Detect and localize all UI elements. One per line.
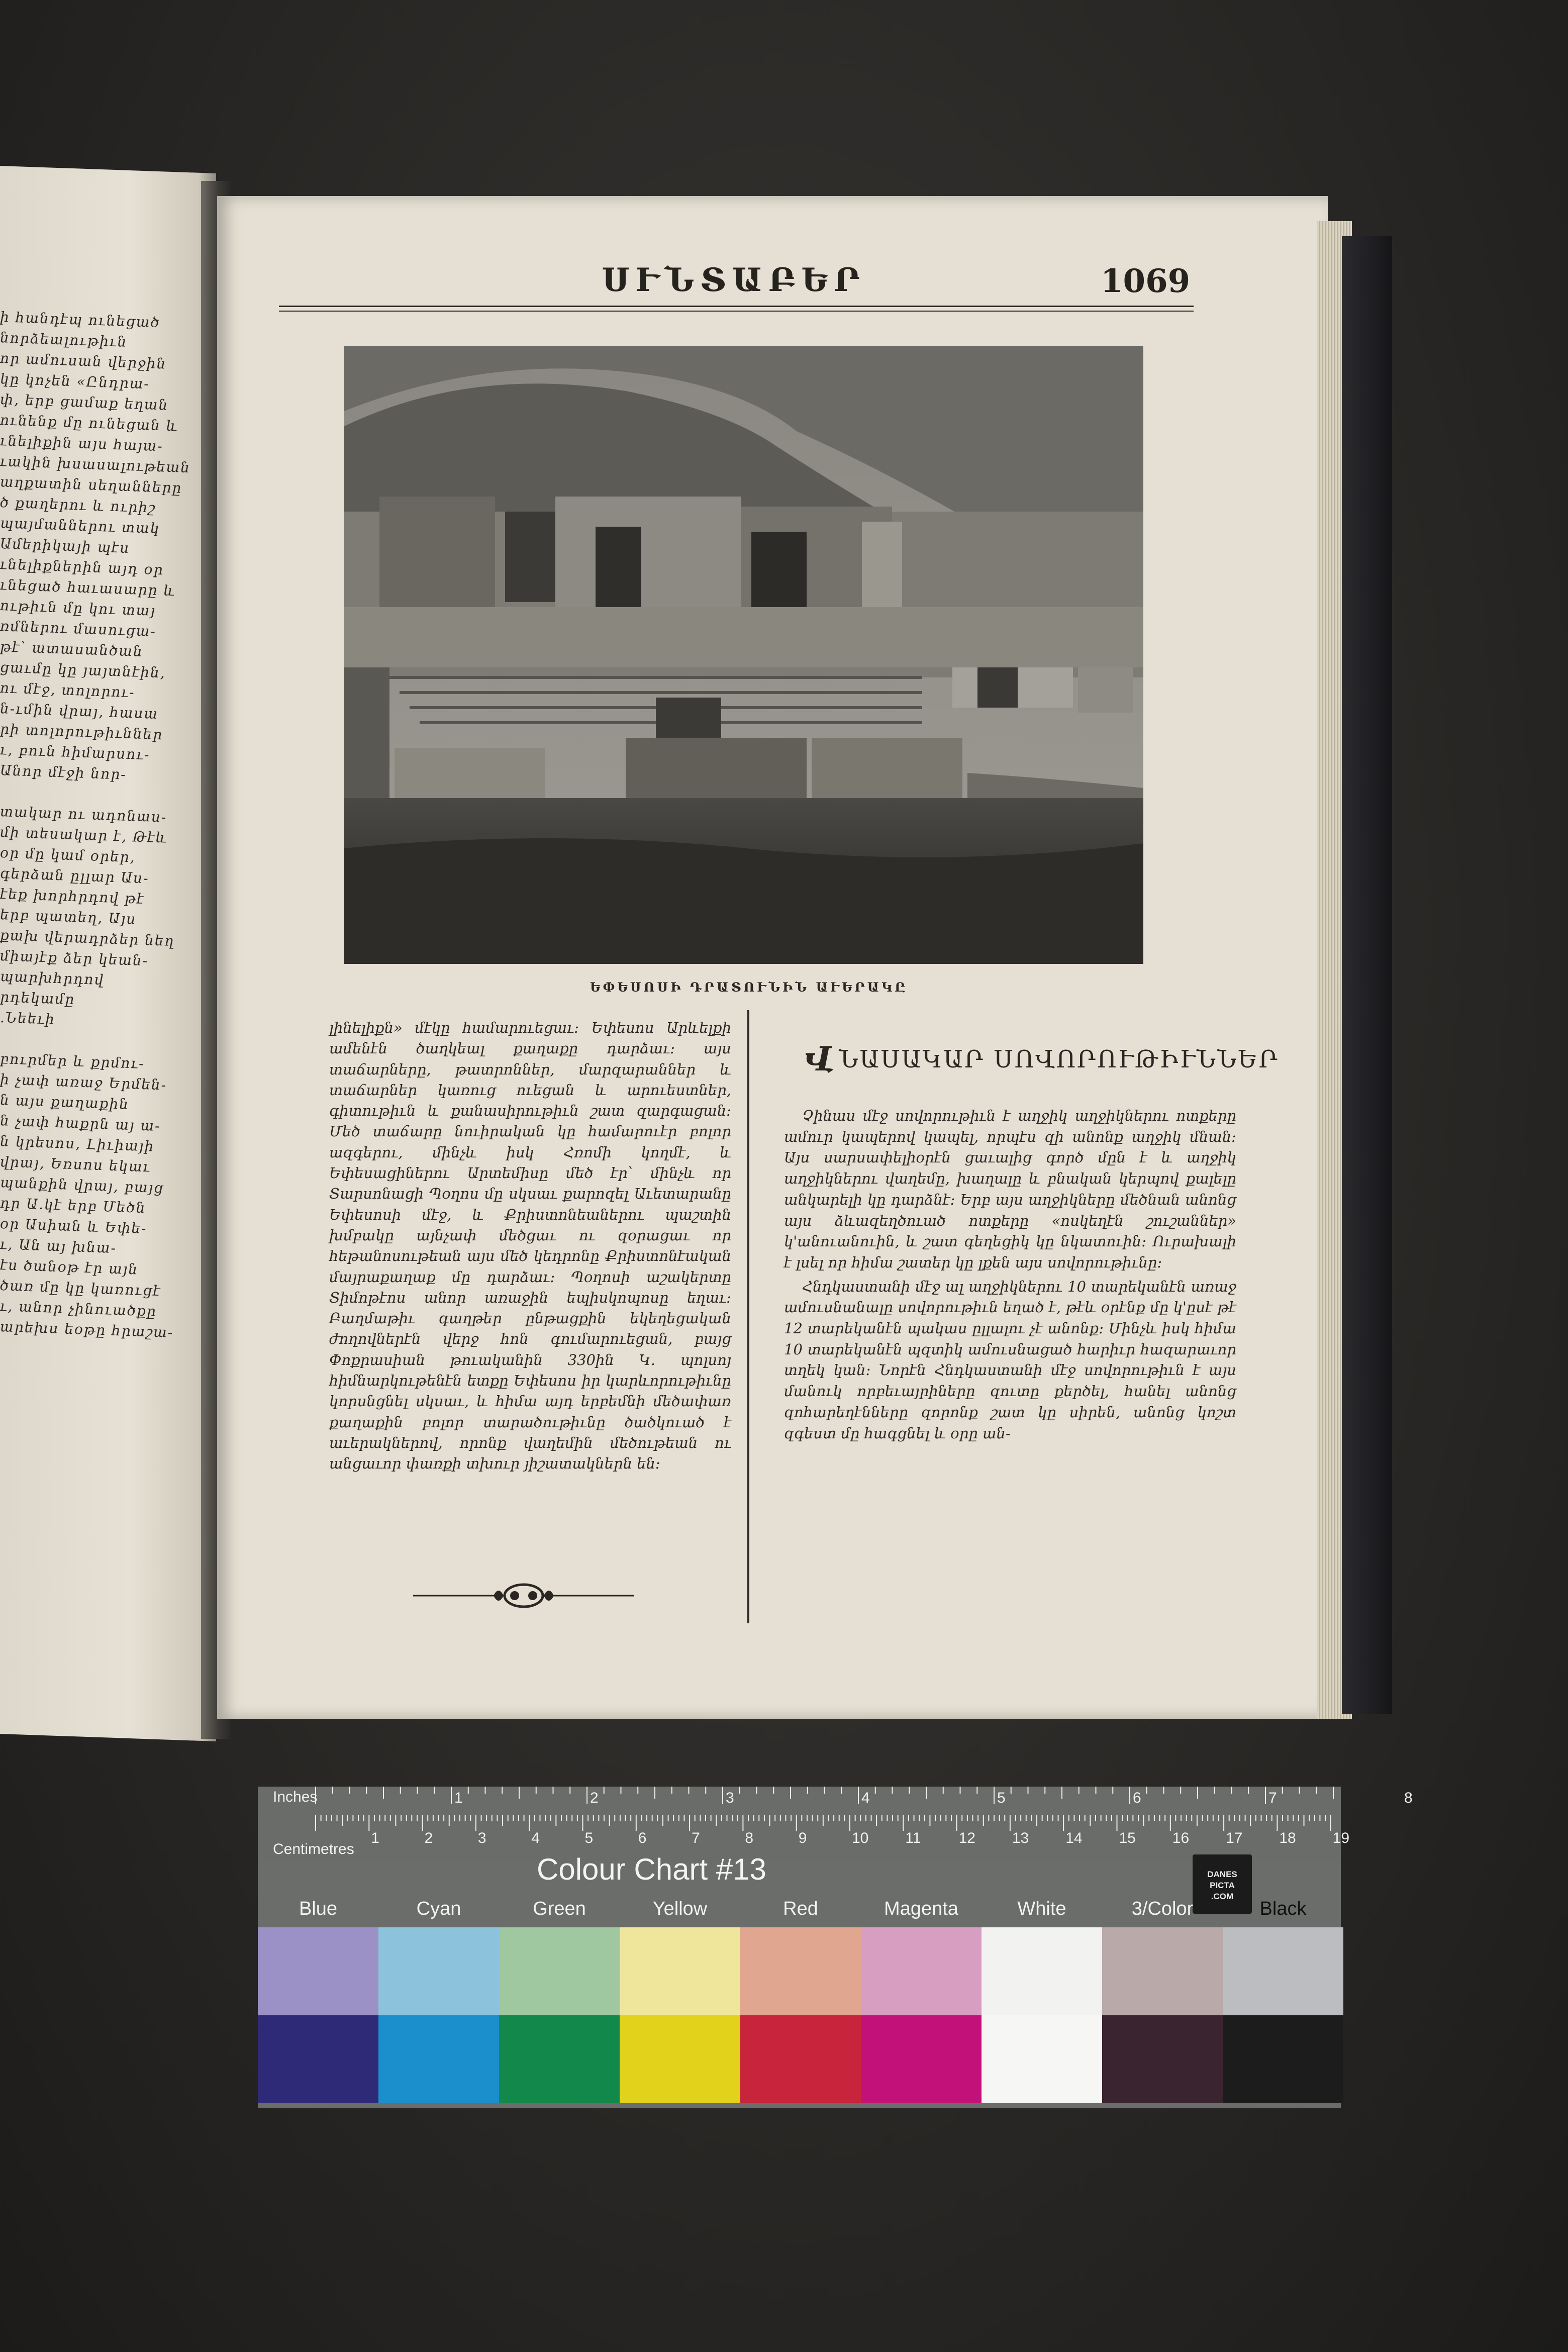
cm-number: 19 <box>1332 1830 1350 1846</box>
left-page-line: ծառ մը կը կառուցէ <box>0 1277 161 1300</box>
title-text: ՆԱՍԱԿԱՐ ՍՈՎՈՐՈՒԹԻՒՆՆԵՐ <box>839 1045 1279 1073</box>
colour-chart <box>258 1787 1413 2108</box>
left-page-line: թէ՝ ատասանծան <box>0 638 143 660</box>
cm-number: 6 <box>638 1830 647 1846</box>
left-page-line: Ամերիկայի պէս <box>0 535 130 557</box>
left-page-line: արեխս եօթը հրաշա- <box>0 1318 174 1341</box>
cm-number: 16 <box>1172 1830 1190 1846</box>
dark-swatch <box>1223 2015 1343 2103</box>
left-page-line: ն այս քաղաքին <box>0 1092 129 1113</box>
left-page-line: էս ծանօթ էր այն <box>0 1256 139 1278</box>
left-page-line: նորձեալութիւն <box>0 329 128 350</box>
left-page-line: միայէք ձեր կեան- <box>0 947 149 969</box>
left-page-line: պանքին վրայ, բայց <box>0 1174 164 1197</box>
light-swatch <box>499 1927 620 2015</box>
left-page-line: մի տեսակար է, Թէև <box>0 824 168 846</box>
left-page-line: ցաւմը կը յայտնէին, <box>0 659 166 681</box>
left-page-line: ւակին խսասալութեան <box>0 453 190 476</box>
cm-number: 17 <box>1226 1830 1243 1846</box>
left-page-line: ութիւն մը կու տայ <box>0 597 156 619</box>
centimetres-label: Centimetres <box>273 1841 354 1857</box>
dark-swatch <box>620 2015 740 2103</box>
left-page-line: որ ամուսան վերջին <box>0 350 167 372</box>
left-page-line: օր մը կամ օրեր, <box>0 844 136 866</box>
swatch-labels <box>258 1898 1341 1920</box>
cm-number: 4 <box>531 1830 540 1846</box>
swatch-label-blue: Blue <box>299 1898 338 1919</box>
paragraph: Հնդկաստանի մէջ ալ աղջիկներու 10 տարեկանէն առաջ ամուսնանալը սովորութիւն եղած է, թէև օրէնք մը կ'ըսէ թէ 12 տարեկանէն պակաս ըլլալու չէ անոնք։ Մինչև իսկ հիմա 10 տարեկանէն պզտիկ ամուսնացած հարիւր հազարաւոր տղեկ կան։ Նորէն Հնդկաստանի մէջ սովորութիւն է այս մանուկ որբեւայրիները զուտը քերծել, հանել անոնց զոհարեղէնները զորոնք շատ կը սիրեն, անոնց կոշտ զգեստ մը հագցնել և օրը ան- <box>784 1278 1236 1442</box>
cm-number: 11 <box>905 1830 921 1846</box>
left-page-line: րի տոլորութիւններ <box>0 721 163 743</box>
page-number: 1069 <box>1101 262 1191 300</box>
inch-number: 5 <box>997 1790 1006 1806</box>
left-page-line: ւ, բուն հիմարսու- <box>0 741 150 763</box>
paragraph: Չինաս մէջ սովորութիւն է աղջիկ աղջիկներու ոտքերը ամուր կապերով կապել, որպէս զի անոնք աղջիկ մնան։ Այս սարսափելիօրէն ցաւալից գործ մըն է և աղջիկ աղջիկներու վաղեմը, խաղալը և բնական կերպով քալելը անկարելի կը դարձնէ։ Երբ այս աղջիկները մեծնան անոնց այս ձևազեղծուած ոտքերը «ոսկեղէն շուշաններ» կ'անուանուին, և շատ գեղեցիկ կը նկատուին։ Ուրախալի է լսել որ հիմա շատեր կը լքեն այս սովորութիւնը։ <box>784 1107 1236 1271</box>
inch-number: 6 <box>1133 1790 1141 1806</box>
swatch-label-white: White <box>1017 1898 1066 1919</box>
dark-swatch <box>982 2015 1102 2103</box>
title-initial: Վ <box>804 1039 836 1079</box>
ruins-photograph <box>344 346 1143 964</box>
left-page-line: վրայ, Եռսոս եկաւ <box>0 1153 151 1175</box>
left-page-line: ւնելիքին այս հայա- <box>0 432 163 455</box>
left-page-line: ւնելիքներին այդ օր <box>0 556 164 578</box>
swatch-label-3-color: 3/Color <box>1131 1898 1194 1919</box>
swatch-label-green: Green <box>533 1898 586 1919</box>
left-page-line: ւ, Ան այ խնա- <box>0 1236 117 1257</box>
left-page-line: րդեկամը <box>0 989 75 1008</box>
inch-number: 3 <box>726 1790 734 1806</box>
left-page-line: դր Ա.կէ երբ Մեծն <box>0 1195 146 1217</box>
swatch-label-yellow: Yellow <box>652 1898 708 1919</box>
left-page-line: Անոր մէջի նոր- <box>0 762 127 783</box>
book-cover-edge <box>1342 236 1392 1714</box>
cm-number: 14 <box>1065 1830 1083 1846</box>
cm-number: 8 <box>745 1830 754 1846</box>
left-page-line: գերձան ըլլար Աս- <box>0 865 149 887</box>
brand-line: DANES <box>1207 1870 1237 1879</box>
left-page-line: կը կոչեն «Ընդրա- <box>0 370 150 393</box>
light-swatch <box>378 1927 499 2015</box>
running-head: ՍՒՆՏԱԲԵՐ <box>602 261 866 299</box>
left-page-line: .Նեեւի <box>0 1009 55 1028</box>
left-page-line: պայմաններու տակ <box>0 515 160 537</box>
cm-number: 2 <box>424 1830 433 1846</box>
dark-swatch <box>740 2015 861 2103</box>
light-swatch <box>861 1927 982 2015</box>
left-page-line: ն-ւմին վրայ, հասա <box>0 700 158 722</box>
left-page-line: բուրմեր և քրմու- <box>0 1050 145 1072</box>
light-swatch <box>1223 1927 1343 2015</box>
ruler <box>258 1787 1413 1862</box>
left-page-line: աղքատին սեղանները <box>0 473 182 497</box>
left-page-line: ն կրեսոս, Լիւիայի <box>0 1133 155 1155</box>
left-page-line: ն չափ հաքրն այ ա- <box>0 1112 161 1135</box>
left-page-line: ի չափ առաջ Երմեն- <box>0 1071 167 1094</box>
light-swatch <box>740 1927 861 2015</box>
cm-number: 1 <box>371 1830 379 1846</box>
inch-number: 2 <box>590 1790 599 1806</box>
inch-number: 4 <box>861 1790 870 1806</box>
left-page <box>0 166 216 1741</box>
left-page-line: քախ վերադրձեր նեղ <box>0 927 175 950</box>
cm-number: 10 <box>851 1830 869 1846</box>
swatch-label-black: Black <box>1259 1898 1307 1919</box>
chart-title: Colour Chart #13 <box>537 1852 766 1886</box>
inch-number: 7 <box>1268 1790 1277 1806</box>
light-swatch <box>620 1927 740 2015</box>
left-page-line: պարխհրդով <box>0 968 105 989</box>
left-page-line: ռմներու մասուցա- <box>0 618 156 640</box>
cm-number: 7 <box>692 1830 700 1846</box>
light-swatch <box>258 1927 378 2015</box>
dark-swatch <box>258 2015 378 2103</box>
inch-number: 1 <box>454 1790 463 1806</box>
left-page-line: օր Ասիան և Եփե- <box>0 1215 147 1237</box>
left-page-line: փ, երբ ցամաք եղան <box>0 391 169 414</box>
cm-number: 13 <box>1012 1830 1029 1846</box>
left-page-line: ի հանդէպ ունեցած <box>0 309 160 331</box>
light-swatch <box>982 1927 1102 2015</box>
light-swatch <box>1102 1927 1223 2015</box>
brand-line: PICTA <box>1210 1881 1235 1890</box>
section-title <box>804 1039 1279 1079</box>
inch-number: 8 <box>1404 1790 1413 1806</box>
dark-swatch <box>861 2015 982 2103</box>
dark-swatch <box>499 2015 620 2103</box>
cm-number: 5 <box>584 1830 594 1846</box>
left-page-line: ւ, անոր չինուածքը <box>0 1298 157 1320</box>
left-page-line: ու մէջ, տոլորու- <box>0 679 135 701</box>
cm-number: 18 <box>1279 1830 1296 1846</box>
brand-line: .COM <box>1211 1892 1234 1901</box>
article-continuation <box>329 1018 731 1475</box>
cm-number: 9 <box>798 1830 807 1846</box>
swatch-label-cyan: Cyan <box>416 1898 461 1919</box>
inches-label: Inches <box>273 1789 318 1805</box>
left-page-line: էեք խորհրդով թէ <box>0 886 145 908</box>
left-page-line: երբ պատեղ, Այս <box>0 906 137 928</box>
article-continuation-text: լինելիքն» մէկը համարուեցաւ։ Եփեսոս Արևելքի ամենէն ծաղկեալ քաղաքը դարձաւ։ այս տաճարները, թատրոններ, մարզարաններ և տաճարներ կառուց ուեցան և արուեստներ, գիտութիւն և քանասիրութիւն շատ զարգացան։ Մեծ տաճարը նուիրական կը համարուէր բոլոր ազգերու, մինչև իսկ Հռոմի կողմէ, և Եփեսացիներու Արտեմիսը մեծ էր՝ մինչև որ Տարսոնացի Պօղոս մը սկսաւ քարոզել Աւետարանը Եփեսոսի մէջ, և Քրիստոնեաներու պաշտին խմբակը այնչափ մեծցաւ ու զօրացաւ որ հեթանոսութեան այս մեծ կեդրոնը Քրիստոնէական մայրաքաղաք մը դարձաւ։ Պօղոսի աշակերտը Տիմոթէոս անոր առաջին եպիսկոպոսը եղաւ։ Բաղմաթիւ գաղթեր ընթացքին եկեղեցական ժողովներէն վերջ հոն գումարուեցան, բայց Փոքրասիան թուականին 330ին Կ. պոլսոյ հիմնարկութենէն ետքը Եփեսոս իր կարևորութիւնը կորսնցնել սկսաւ, և հիմա այդ երբեմնի մեծափառ քաղաքին բոլոր տարածութիւնը ծածկուած է աւերակներով, որոնք վաղեմին մեծութեան ու անցաւոր փառքի տխուր յիշատակներն են։ <box>329 1019 731 1473</box>
photo-caption: ԵՓԵՍՈՍԻ ԴՐԱՏՈՒՆԻՆ ԱՒԵՐԱԿԸ <box>590 980 908 995</box>
column-divider <box>747 1010 749 1623</box>
swatch-label-red: Red <box>783 1898 818 1919</box>
left-page-text <box>0 307 201 1771</box>
left-page-line: տակար ու ադոնաս- <box>0 803 167 826</box>
dark-swatch <box>1102 2015 1223 2103</box>
swatch-label-magenta: Magenta <box>884 1898 958 1919</box>
fleuron-ornament <box>408 1578 639 1613</box>
left-page-line: ծ քաղերու և ուրիշ <box>0 494 156 516</box>
left-page-line: ւնեցած հաւասարը և <box>0 576 176 600</box>
dark-swatch <box>378 2015 499 2103</box>
cm-number: 15 <box>1119 1830 1136 1846</box>
cm-number: 12 <box>958 1830 975 1846</box>
new-article-body <box>784 1106 1236 1447</box>
cm-number: 3 <box>477 1830 486 1846</box>
header-rule <box>279 306 1194 312</box>
left-page-line: ունենք մը ունեցան և <box>0 412 178 435</box>
